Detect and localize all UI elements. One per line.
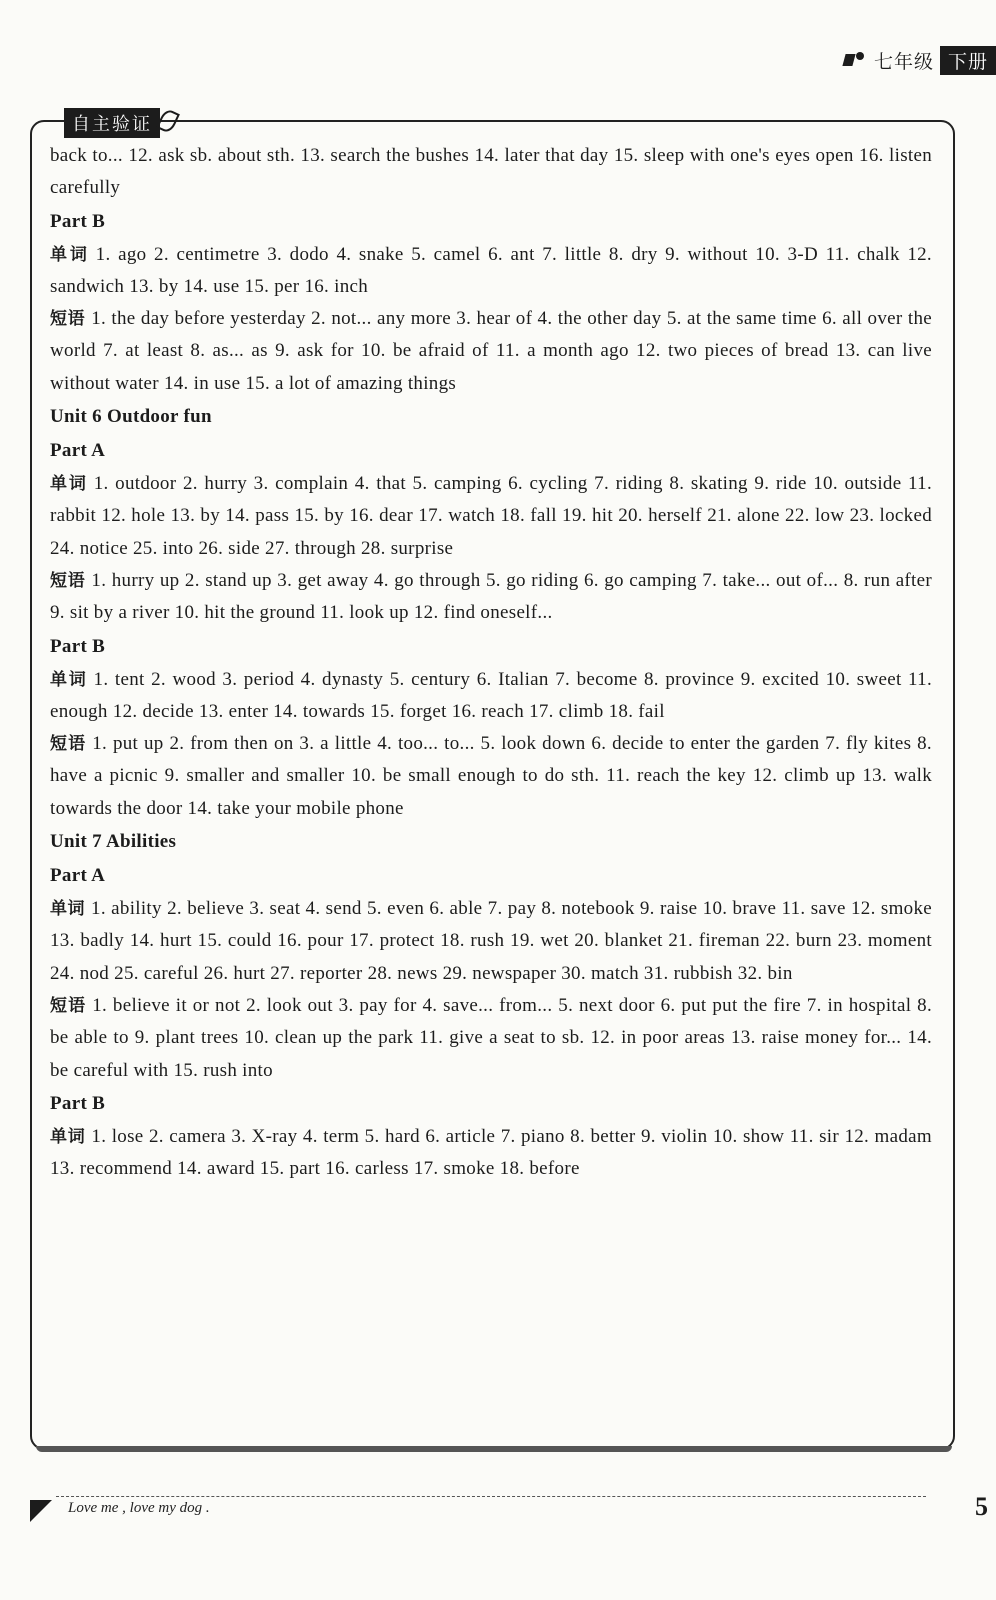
answer-line bbox=[50, 1121, 932, 1186]
answer-text: back to... 12. ask sb. about sth. 13. search the bushes 14. later that day 15. sleep with one's eyes open 16. listen carefully bbox=[50, 145, 932, 199]
answer-line bbox=[50, 990, 932, 1087]
section-heading: Part B bbox=[50, 1092, 106, 1114]
answer-line bbox=[50, 565, 932, 630]
answer-line bbox=[50, 893, 932, 990]
answer-line bbox=[50, 468, 932, 565]
answer-tag: 短语 bbox=[50, 995, 87, 1016]
answer-text: 1. ago 2. centimetre 3. dodo 4. snake 5. camel 6. ant 7. little 8. dry 9. without 10. 3-D 11. chalk 12. sandwich 13. by 14. use 15. per 16. inch bbox=[50, 243, 932, 297]
answer-tag: 短语 bbox=[50, 570, 86, 591]
grade-banner bbox=[842, 48, 996, 72]
answer-tag: 短语 bbox=[50, 309, 86, 330]
section-heading: Part B bbox=[50, 210, 106, 232]
section-heading: Part B bbox=[50, 635, 106, 657]
answer-line bbox=[50, 303, 932, 400]
answer-tag: 单词 bbox=[50, 244, 90, 265]
answer-tag: 单词 bbox=[50, 1126, 86, 1147]
answer-line bbox=[50, 728, 932, 825]
answer-tag: 短语 bbox=[50, 734, 87, 755]
frame-shadow bbox=[36, 1446, 952, 1452]
grade-label: 七年级 bbox=[873, 50, 934, 73]
answer-text: 1. put up 2. from then on 3. a little 4. too... to... 5. look down 6. decide to enter the garden 7. fly kites 8. have a picnic 9. smaller and smaller 10. be small enough to do sth. 11. reach the key 12. climb up 13. walk towards the door 14. take your mobile phone bbox=[50, 733, 932, 819]
answer-line bbox=[50, 239, 932, 304]
answer-text: 1. hurry up 2. stand up 3. get away 4. go through 5. go riding 6. go camping 7. take... out of... 8. run after 9. sit by a river 10. hit the ground 11. look up 12. find oneself... bbox=[50, 569, 932, 624]
answer-text: 1. believe it or not 2. look out 3. pay for 4. save... from... 5. next door 6. put put the fire 7. in hospital 8. be able to 9. plant trees 10. clean up the park 11. give a seat to sb. 12. in poor areas 13. raise money for... 14. be careful with 15. rush into bbox=[50, 994, 932, 1081]
section-heading: Unit 6 Outdoor fun bbox=[50, 406, 212, 428]
answer-text: 1. the day before yesterday 2. not... any more 3. hear of 4. the other day 5. at the same time 6. all over the world 7. at least 8. as... as 9. ask for 10. be afraid of 11. a month ago 12. two pieces of bread 13. can live without water 14. in use 15. a lot of amazing things bbox=[50, 308, 932, 394]
answer-line bbox=[50, 140, 932, 205]
section-heading: Unit 7 Abilities bbox=[50, 831, 177, 853]
corner-triangle-icon bbox=[30, 1500, 52, 1522]
answer-text: 1. ability 2. believe 3. seat 4. send 5. even 6. able 7. pay 8. notebook 9. raise 10. brave 11. save 12. smoke 13. badly 14. hurt 15. could 16. pour 17. protect 18. rush 19. wet 20. blanket 21. fireman 22. burn 23. moment 24. nod 25. careful 26. hurt 27. reporter 28. news 29. newspaper 30. match 31. rubbish 32. bin bbox=[50, 898, 932, 984]
banner-decoration-icon bbox=[842, 50, 868, 70]
footer-divider bbox=[56, 1496, 926, 1497]
answer-line bbox=[50, 664, 932, 729]
section-heading: Part A bbox=[50, 440, 106, 462]
section-heading: Part A bbox=[50, 865, 106, 887]
section-label: 自主验证 bbox=[64, 108, 160, 138]
answer-tag: 单词 bbox=[50, 899, 86, 920]
page-number: 5 bbox=[975, 1492, 988, 1521]
answer-content bbox=[50, 140, 932, 1185]
term-label: 下册 bbox=[940, 46, 996, 75]
answer-tag: 单词 bbox=[50, 669, 88, 690]
answer-tag: 单词 bbox=[50, 474, 88, 495]
answer-text: 1. lose 2. camera 3. X-ray 4. term 5. hard 6. article 7. piano 8. better 9. violin 10. show 11. sir 12. madam 13. recommend 14. award 15. part 16. carless 17. smoke 18. before bbox=[50, 1125, 932, 1180]
answer-text: 1. tent 2. wood 3. period 4. dynasty 5. century 6. Italian 7. become 8. province 9. excited 10. sweet 11. enough 12. decide 13. enter 14. towards 15. forget 16. reach 17. climb 18. fail bbox=[50, 668, 932, 722]
answer-text: 1. outdoor 2. hurry 3. complain 4. that 5. camping 6. cycling 7. riding 8. skating 9. ride 10. outside 11. rabbit 12. hole 13. by 14. pass 15. by 16. dear 17. watch 18. fall 19. hit 20. herself 21. alone 22. low 23. locked 24. notice 25. into 26. side 27. through 28. surprise bbox=[50, 473, 932, 559]
footer-slogan: Love me , love my dog . bbox=[68, 1500, 210, 1516]
